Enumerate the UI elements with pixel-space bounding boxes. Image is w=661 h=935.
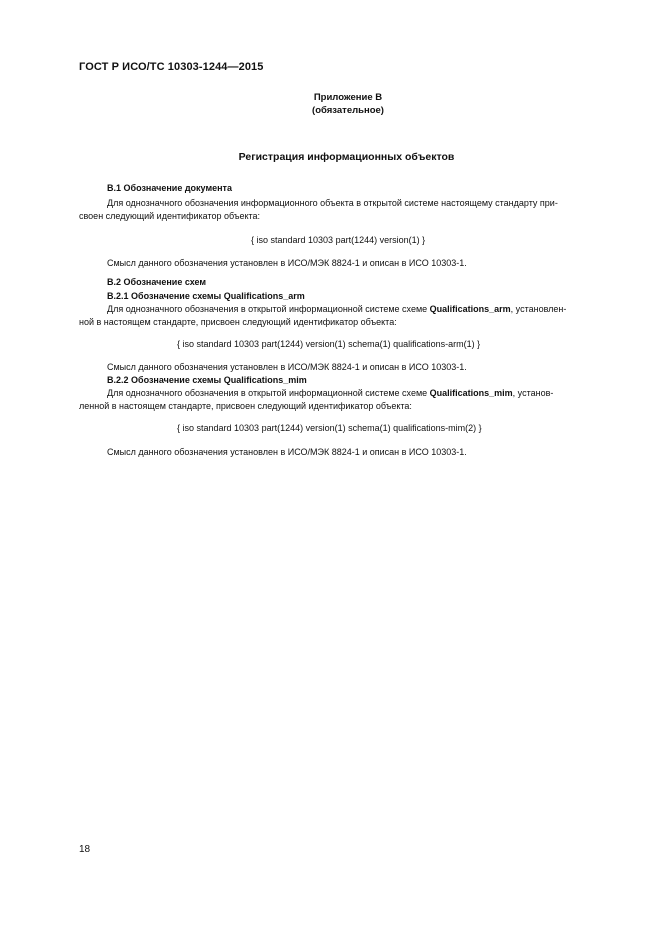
section-heading-b21: В.2.1 Обозначение схемы Qualifications_arm [107, 291, 305, 301]
schema-name: Qualifications_mim [429, 388, 513, 398]
schema-name: Qualifications_arm [429, 304, 511, 314]
paragraph-text: Для однозначного обозначения в открытой информационной системе схеме [107, 304, 430, 314]
section-heading-b22: В.2.2 Обозначение схемы Qualifications_mim [107, 375, 307, 385]
document-code-header: ГОСТ Р ИСО/ТС 10303-1244—2015 [79, 61, 264, 73]
paragraph-line: ной в настоящем стандарте, присвоен следующий идентификатор объекта: [79, 317, 397, 327]
paragraph-text: , установ- [512, 388, 554, 398]
paragraph-line: своен следующий идентификатор объекта: [79, 211, 261, 221]
paragraph-line [79, 387, 613, 400]
page-number: 18 [79, 844, 91, 855]
page-title: Регистрация информационных объектов [238, 151, 455, 163]
section-b21-paragraph [79, 303, 613, 329]
paragraph-line: Для однозначного обозначения информационного объекта в открытой системе настоящему стандарту при- [107, 198, 558, 208]
appendix-status: (обязательное) [312, 105, 384, 116]
section-b1-paragraph [79, 197, 613, 223]
meaning-statement: Смысл данного обозначения установлен в ИСО/МЭК 8824-1 и описан в ИСО 10303-1. [107, 362, 467, 372]
paragraph-line [79, 303, 613, 316]
section-heading-b1: В.1 Обозначение документа [107, 183, 232, 193]
paragraph-text: , установлен- [510, 304, 567, 314]
appendix-title: Приложение В [313, 92, 383, 103]
section-heading-b2: В.2 Обозначение схем [107, 277, 207, 287]
object-identifier-arm: { iso standard 10303 part(1244) version(1) schema(1) qualifications-arm(1) } [177, 339, 481, 349]
meaning-statement: Смысл данного обозначения установлен в ИСО/МЭК 8824-1 и описан в ИСО 10303-1. [107, 258, 467, 268]
object-identifier-document: { iso standard 10303 part(1244) version(1) } [251, 235, 426, 245]
paragraph-line: ленной в настоящем стандарте, присвоен следующий идентификатор объекта: [79, 401, 412, 411]
object-identifier-mim: { iso standard 10303 part(1244) version(1) schema(1) qualifications-mim(2) } [177, 423, 482, 433]
meaning-statement: Смысл данного обозначения установлен в ИСО/МЭК 8824-1 и описан в ИСО 10303-1. [107, 447, 467, 457]
section-b22-paragraph [79, 387, 613, 413]
paragraph-text: Для однозначного обозначения в открытой информационной системе схеме [107, 388, 430, 398]
